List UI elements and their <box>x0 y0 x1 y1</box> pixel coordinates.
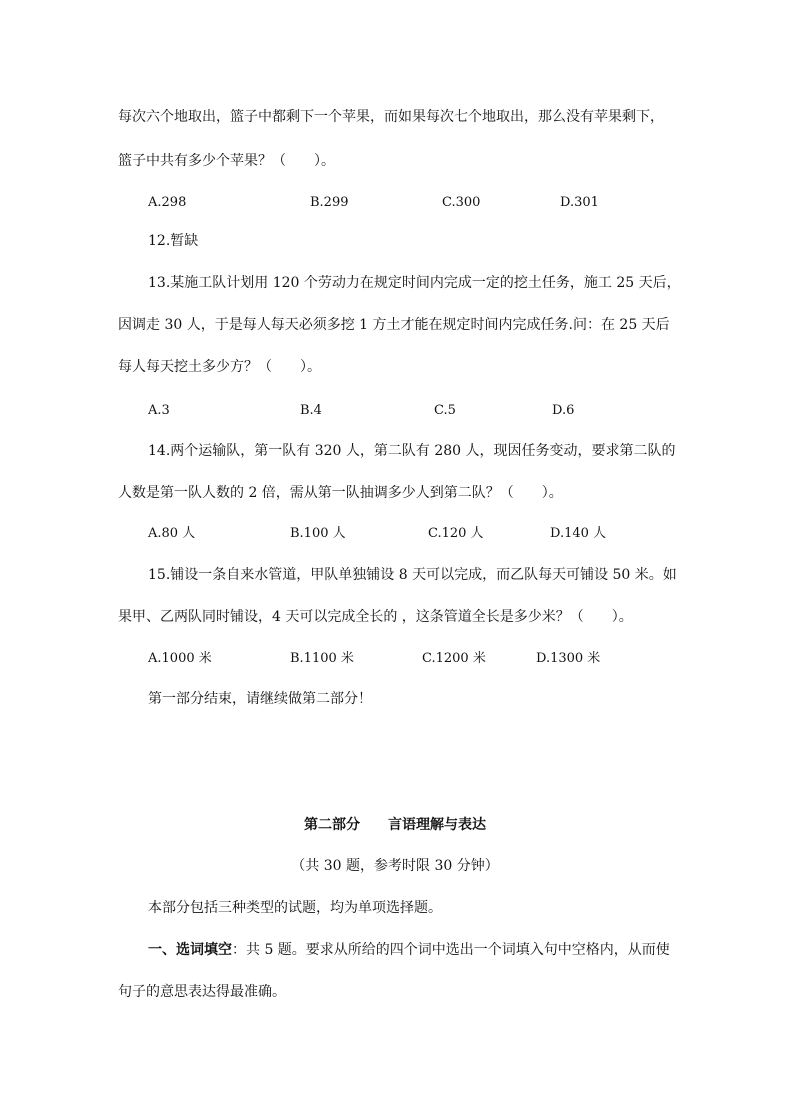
q14-option-b: B.100 人 <box>290 526 346 541</box>
q13-option-b: B.4 <box>300 403 322 418</box>
question-12: 12.暂缺 <box>148 233 199 249</box>
q13-line-1: 13.某施工队计划用 120 个劳动力在规定时间内完成一定的挖土任务，施工 25 天后， <box>148 275 681 291</box>
q14-line-1: 14.两个运输队，第一队有 320 人，第二队有 280 人，现因任务变动，要求第二队的 <box>148 443 676 459</box>
q14-option-d: D.140 人 <box>550 526 607 541</box>
section1-label: 一、选词填空 <box>148 942 232 958</box>
q13-option-a: A.3 <box>148 403 170 418</box>
q13-line-3: 每人每天挖土多少方？（ ）。 <box>118 359 321 375</box>
section1-line-2: 句子的意思表达得最准确。 <box>118 984 286 1000</box>
q11-line-1: 每次六个地取出，篮子中都剩下一个苹果，而如果每次七个地取出，那么没有苹果剩下， <box>118 109 664 125</box>
q11-option-b: B.299 <box>310 195 349 210</box>
q11-option-c: C.300 <box>442 195 481 210</box>
section1-text: ：共 5 题。要求从所给的四个词中选出一个词填入句中空格内，从而使 <box>232 942 670 958</box>
q14-option-c: C.120 人 <box>428 526 484 541</box>
q15-line-2: 果甲、乙两队同时铺设，4 天可以完成全长的 ，这条管道全长是多少米？（ ）。 <box>118 609 633 625</box>
part2-title-right: 言语理解与表达 <box>388 817 486 833</box>
part2-title <box>0 818 790 832</box>
q15-option-a: A.1000 米 <box>148 651 212 666</box>
q15-option-b: B.1100 米 <box>290 651 354 666</box>
q15-option-d: D.1300 米 <box>536 651 601 666</box>
q13-option-d: D.6 <box>552 403 575 418</box>
part2-subtitle: （共 30 题，参考时限 30 分钟） <box>291 858 499 874</box>
q15-option-c: C.1200 米 <box>422 651 486 666</box>
q11-line-2: 篮子中共有多少个苹果？（ ）。 <box>118 153 335 169</box>
q14-line-2: 人数是第一队人数的 2 倍，需从第一队抽调多少人到第二队？（ ）。 <box>118 485 563 501</box>
q14-option-a: A.80 人 <box>148 526 196 541</box>
part1-end-notice: 第一部分结束，请继续做第二部分！ <box>148 691 372 707</box>
q13-line-2: 因调走 30 人，于是每人每天必须多挖 1 方土才能在规定时间内完成任务.问：在 25 天后 <box>118 317 670 333</box>
part2-title-left: 第二部分 <box>304 817 360 833</box>
section1-line-1 <box>148 943 670 957</box>
part2-intro: 本部分包括三种类型的试题，均为单项选择题。 <box>148 900 442 916</box>
q11-option-d: D.301 <box>560 195 599 210</box>
q13-option-c: C.5 <box>434 403 456 418</box>
q11-option-a: A.298 <box>148 195 187 210</box>
q15-line-1: 15.铺设一条自来水管道，甲队单独铺设 8 天可以完成，而乙队每天可铺设 50 米。如 <box>148 567 677 583</box>
